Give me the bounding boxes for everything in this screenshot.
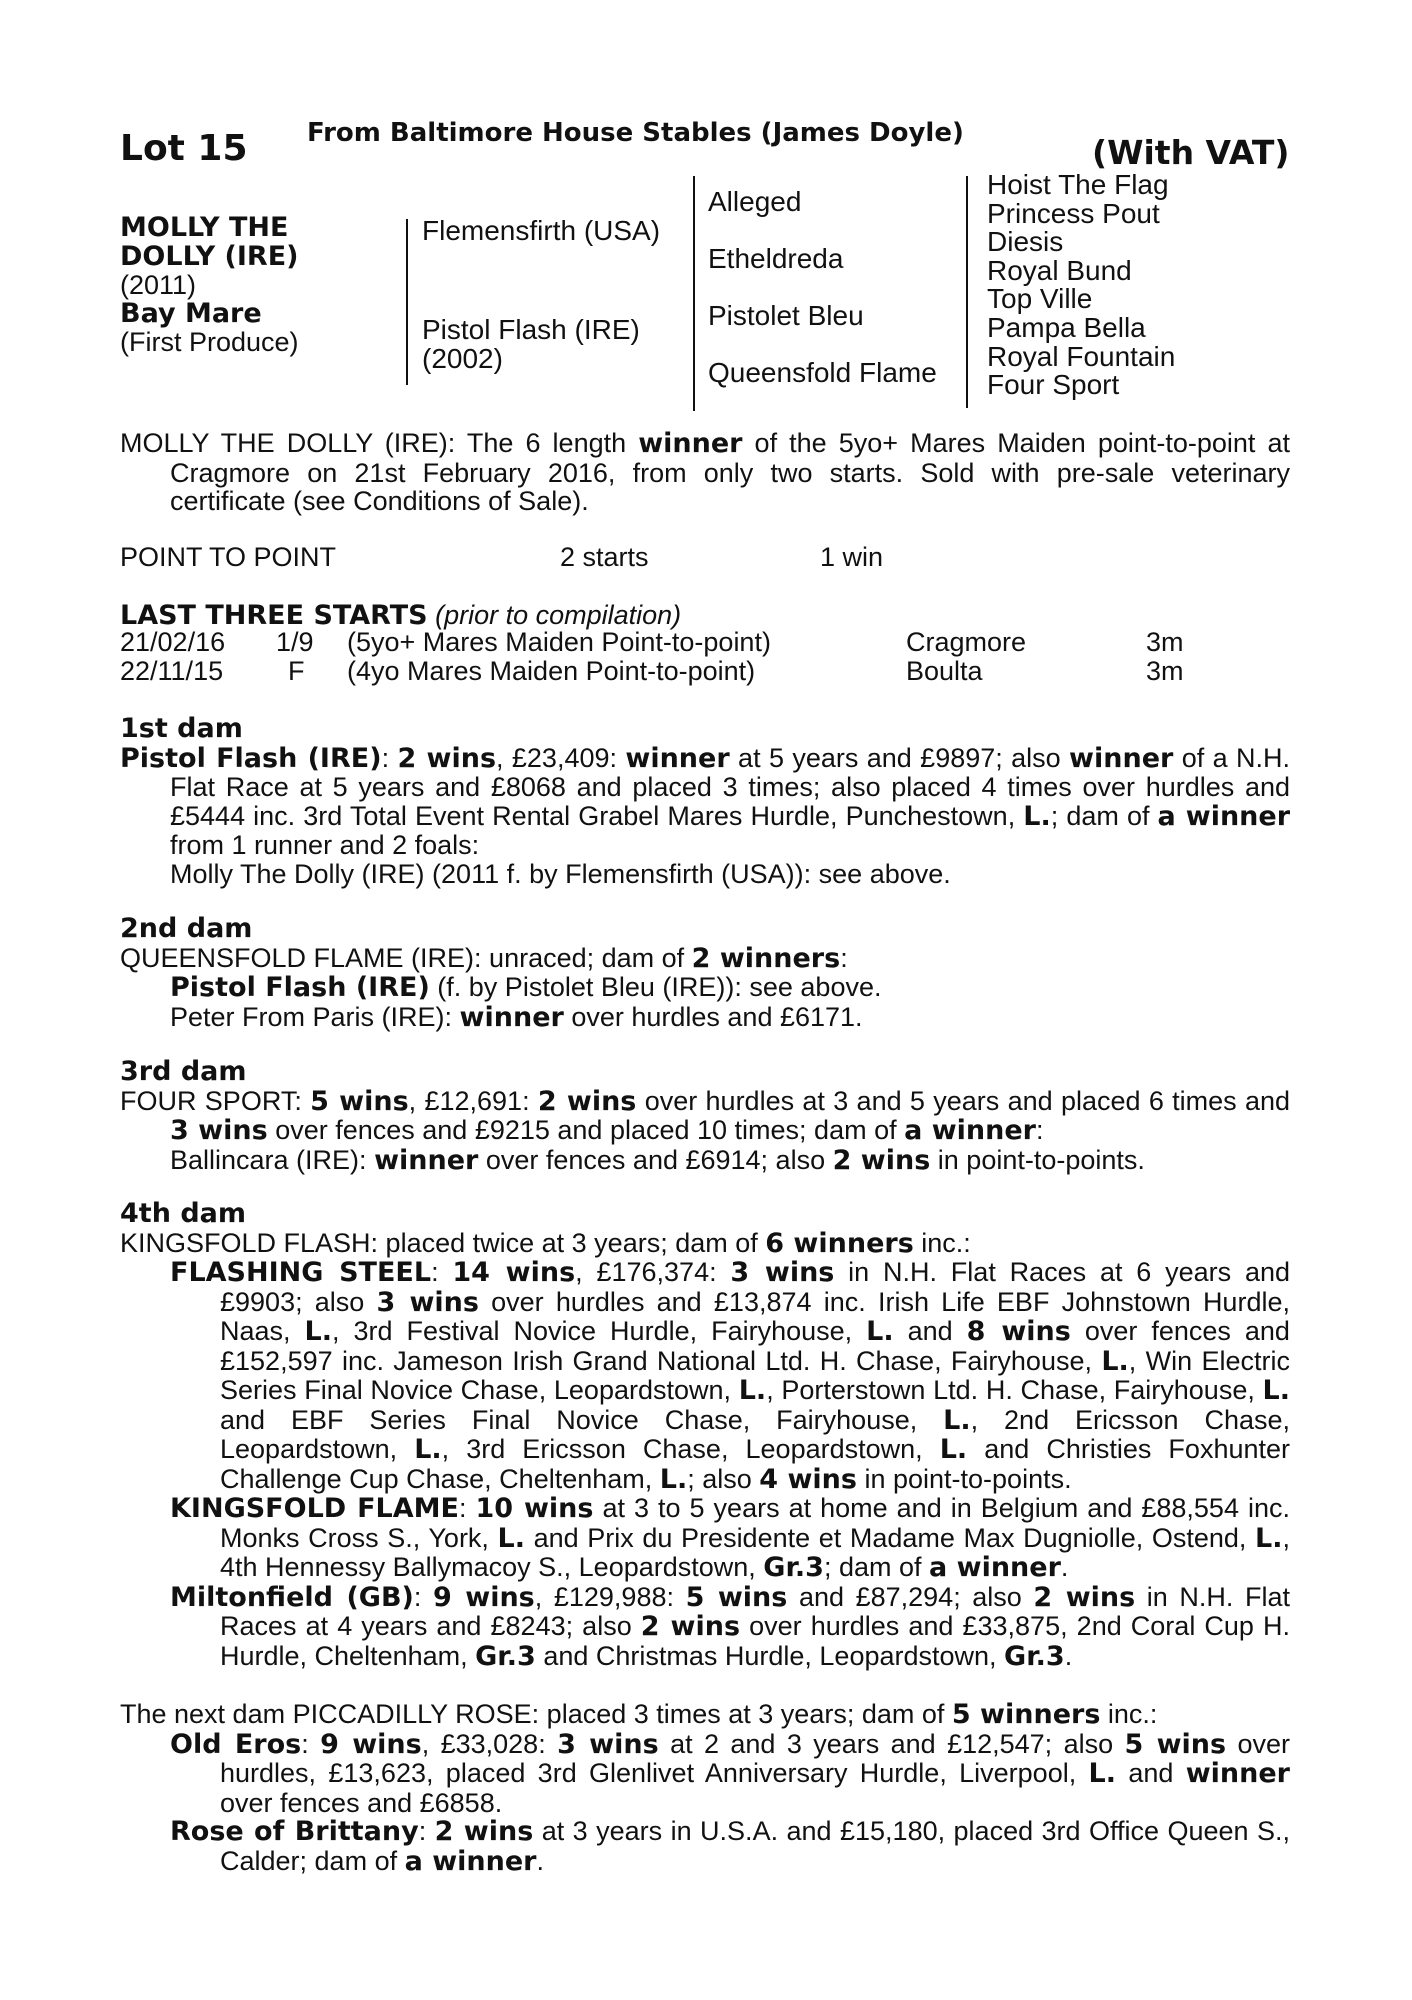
pedigree-g3 <box>987 171 1175 400</box>
record-label: POINT TO POINT <box>120 542 337 572</box>
pedigree-g2-4: Queensfold Flame <box>708 357 937 388</box>
pedigree-g2-1: Alleged <box>708 186 802 217</box>
first-dam-title: 1st dam <box>120 713 243 744</box>
rose-of-brittany-entry: Rose of Brittany: 2 wins at 3 years in U.S.A. and £15,180, placed 3rd Office Queen S., Calder; dam of a winner. <box>170 1816 1290 1877</box>
vat-note: (With VAT) <box>1092 133 1290 172</box>
miltonfield-entry: Miltonfield (GB): 9 wins, £129,988: 5 wins and £87,294; also 2 wins in N.H. Flat Races at 4 years and £8243; also 2 wins over hurdles and £33,875, 2nd Coral Cup H. Hurdle, Cheltenham, Gr.3 and Christmas Hurdle, Leopardstown, Gr.3. <box>170 1581 1291 1672</box>
intro-paragraph: MOLLY THE DOLLY (IRE): The 6 length winner of the 5yo+ Mares Maiden point-to-point at Cragmore on 21st February 2016, from only two starts. Sold with pre-sale veterinary certificate (see Conditions of Sale). <box>120 428 1290 516</box>
record-starts: 2 starts <box>560 542 649 572</box>
next-dam-section: The next dam PICCADILLY ROSE: placed 3 times at 3 years; dam of 5 winners inc.: Old Eros: 9 wins, £33,028: 3 wins at 2 and 3 years and £12,547; also 5 wins over hurdles, £13,623, placed 3rd Glenlivet Anniversary Hurdle, Liverpool, L. and winner over fences and £6858. Rose of Brittany: 2 wins at 3 years in U.S.A. and £15,180, placed 3rd Office Queen S., Calder; dam of a winner. <box>120 1699 1290 1877</box>
pedigree-divider-3 <box>966 176 968 408</box>
last-starts-table: 21/02/16 1/9 (5yo+ Mares Maiden Point-to-point) Cragmore 3m 22/11/15 F (4yo Mares Maiden Point-to-point) Boulta 3m <box>120 627 1184 686</box>
old-eros-entry: Old Eros: 9 wins, £33,028: 3 wins at 2 and 3 years and £12,547; also 5 wins over hurdles, £13,623, placed 3rd Glenlivet Anniversary Hurdle, Liverpool, L. and winner over fences and £6858. <box>170 1728 1290 1818</box>
pedigree-sire: Flemensfirth (USA) <box>422 215 661 246</box>
pedigree-g3-3: Diesis <box>987 226 1064 258</box>
pedigree-g3-8: Four Sport <box>987 369 1120 401</box>
fourth-dam-title: 4th dam <box>120 1198 246 1229</box>
flashing-steel-entry: FLASHING STEEL: 14 wins, £176,374: 3 wins in N.H. Flat Races at 6 years and £9903; also 3 wins over hurdles and £13,874 inc. Irish Life EBF Johnstown Hurdle, Naas, L., 3rd Festival Novice Hurdle, Fairyhouse, L. and 8 wins over fences and £152,597 inc. Jameson Irish Grand National Ltd. H. Chase, Fairyhouse, L., Win Electric Series Final Novice Chase, Leopardstown, L., Porterstown Ltd. H. Chase, Fairyhouse, L. and EBF Series Final Novice Chase, Fairyhouse, L., 2nd Ericsson Chase, Leopardstown, L., 3rd Ericsson Chase, Leopardstown, L. and Christies Foxhunter Challenge Cup Chase, Cheltenham, L.; also 4 wins in point-to-points. <box>170 1257 1291 1495</box>
fourth-dam-section: 4th dam KINGSFOLD FLASH: placed twice at 3 years; dam of 6 winners inc.: FLASHING STEEL: 14 wins, £176,374: 3 wins in N.H. Flat Races at 6 years and £9903; also 3 wins over hurdles and £13,874 inc. Irish Life EBF Johnstown Hurdle, Naas, L., 3rd Festival Novice Hurdle, Fairyhouse, L. and 8 wins over fences and £152,597 inc. Jameson Irish Grand National Ltd. H. Chase, Fairyhouse, L., Win Electric Series Final Novice Chase, Leopardstown, L., Porterstown Ltd. H. Chase, Fairyhouse, L. and EBF Series Final Novice Chase, Fairyhouse, L., 2nd Ericsson Chase, Leopardstown, L., 3rd Ericsson Chase, Leopardstown, L. and Christies Foxhunter Challenge Cup Chase, Cheltenham, L.; also 4 wins in point-to-points. KINGSFOLD FLAME: 10 wins at 3 to 5 years at home and in Belgium and £88,554 inc. Monks Cross S., York, L. and Prix du Presidente et Madame Max Dugniolle, Ostend, L., 4th Hennessy Ballymacoy S., Leopardstown, Gr.3; dam of a winner. Miltonfield (GB): 9 wins, £129,988: 5 wins and £87,294; also 2 wins in N.H. Flat Races at 4 years and £8243; also 2 wins over hurdles and £33,875, 2nd Coral Cup H. Hurdle, Cheltenham, Gr.3 and Christmas Hurdle, Leopardstown, Gr.3. <box>120 1198 1291 1672</box>
last-starts-heading: LAST THREE STARTS (prior to compilation) <box>120 600 682 631</box>
pedigree-g3-5: Top Ville <box>987 283 1093 315</box>
pedigree-divider-1 <box>406 219 408 385</box>
pedigree-g3-2: Princess Pout <box>987 197 1160 229</box>
pedigree-divider-2 <box>693 176 695 411</box>
pedigree-dam: Pistol Flash (IRE) <box>422 314 640 345</box>
third-dam-section: 3rd dam FOUR SPORT: 5 wins, £12,691: 2 wins over hurdles at 3 and 5 years and placed 6 times and 3 wins over fences and £9215 and placed 10 times; dam of a winner: Ballincara (IRE): winner over fences and £6914; also 2 wins in point-to-points. <box>120 1056 1291 1176</box>
horse-produce: (First Produce) <box>120 327 299 357</box>
horse-name-line1: MOLLY THE <box>120 212 289 243</box>
pedigree-g3-7: Royal Fountain <box>987 340 1176 372</box>
horse-name-line2: DOLLY (IRE) <box>120 240 299 272</box>
pedigree-dam-year: (2002) <box>422 343 503 374</box>
horse-block <box>120 214 299 357</box>
lot-number: Lot 15 <box>120 128 248 169</box>
third-dam-title: 3rd dam <box>120 1056 247 1087</box>
horse-sex: Bay Mare <box>120 297 262 329</box>
record-wins: 1 win <box>820 542 884 572</box>
pedigree-g2-2: Etheldreda <box>708 243 844 274</box>
second-dam-section: 2nd dam QUEENSFOLD FLAME (IRE): unraced; dam of 2 winners: Pistol Flash (IRE) (f. by Pistolet Bleu (IRE)): see above. Peter From Paris (IRE): winner over hurdles and £6171. <box>120 915 1290 1032</box>
pedigree-g2-3: Pistolet Bleu <box>708 300 864 331</box>
second-dam-title: 2nd dam <box>120 913 253 944</box>
pedigree-g3-1: Hoist The Flag <box>987 169 1169 200</box>
horse-year: (2011) <box>120 270 197 300</box>
kingsfold-flame-entry: KINGSFOLD FLAME: 10 wins at 3 to 5 years at home and in Belgium and £88,554 inc. Monks Cross S., York, L. and Prix du Presidente et Madame Max Dugniolle, Ostend, L., 4th Hennessy Ballymacoy S., Leopardstown, Gr.3; dam of a winner. <box>170 1493 1290 1583</box>
pedigree-g3-6: Pampa Bella <box>987 311 1146 343</box>
first-dam-section: 1st dam Pistol Flash (IRE): 2 wins, £23,409: winner at 5 years and £9897; also winner of a N.H. Flat Race at 5 years and £8068 and placed 3 times; also placed 4 times over hurdles and £5444 inc. 3rd Total Event Rental Grabel Mares Hurdle, Punchestown, L.; dam of a winner from 1 runner and 2 foals: Molly The Dolly (IRE) (2011 f. by Flemensfirth (USA)): see above. <box>120 713 1291 889</box>
pedigree-g3-4: Royal Bund <box>987 254 1132 286</box>
vendor: From Baltimore House Stables (James Doyle) <box>307 118 964 148</box>
